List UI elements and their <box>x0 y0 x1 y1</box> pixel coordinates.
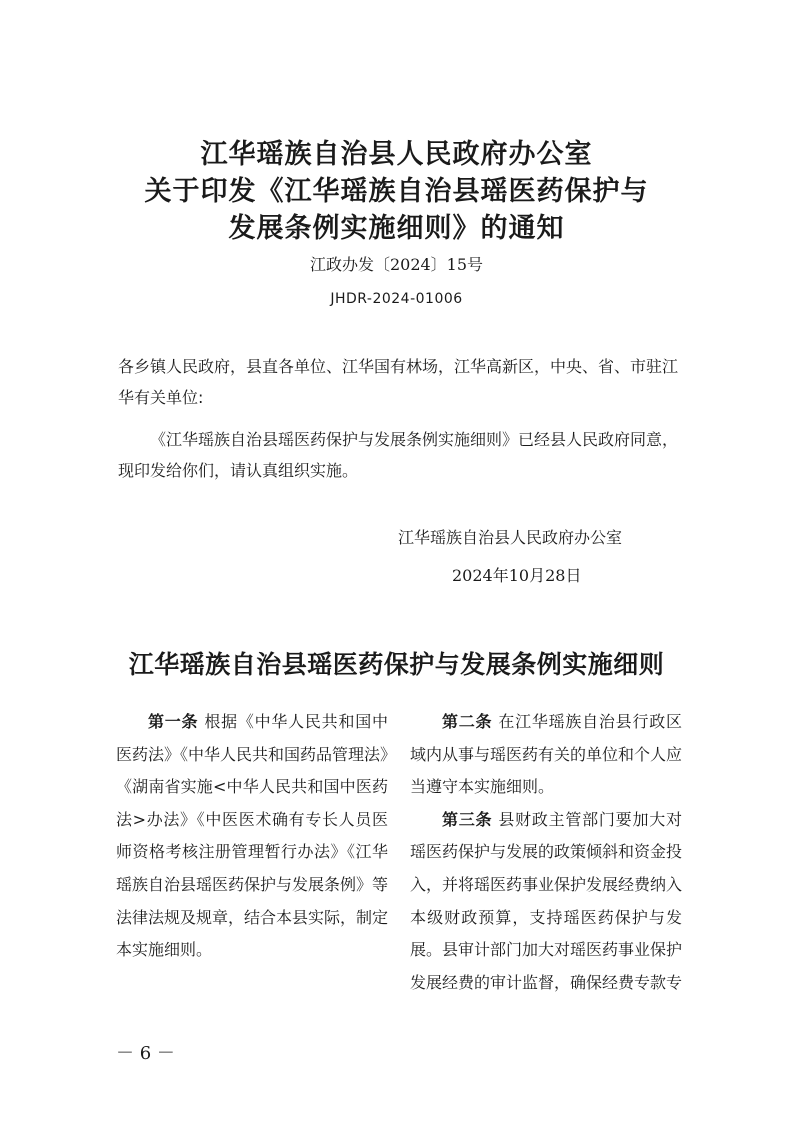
notice-body: 《江华瑶族自治县瑶医药保护与发展条例实施细则》已经县人民政府同意，现印发给你们，请认真组织实施。 <box>118 430 679 480</box>
title-line-1: 江华瑶族自治县人民政府办公室 <box>200 139 593 170</box>
title-line-2: 关于印发《江华瑶族自治县瑶医药保护与 <box>144 176 649 207</box>
article-3-label: 第三条 <box>442 809 493 829</box>
document-number: 江政办发〔2024〕15号 <box>309 255 484 274</box>
article-3-text: 县财政主管部门要加大对瑶医药保护与发展的政策倾斜和资金投入，并将瑶医药事业保护发展经费纳入本级财政预算，支持瑶医药保护与发展。县审计部门加大对瑶医药事业保护发展经费的审计监督，确保经费专款专 <box>410 809 683 992</box>
page-number: － 6 － <box>116 1043 175 1064</box>
article-3 <box>410 804 682 1000</box>
right-column <box>410 706 682 999</box>
article-1 <box>116 706 388 967</box>
notice-title <box>0 136 793 247</box>
title-line-3: 发展条例实施细则》的通知 <box>228 213 565 244</box>
left-column <box>116 706 388 967</box>
document-code: JHDR-2024-01006 <box>330 291 463 307</box>
recipients: 各乡镇人民政府，县直各单位、江华国有林场，江华高新区，中央、省、市驻江华有关单位: <box>118 357 679 407</box>
article-1-label: 第一条 <box>148 712 199 731</box>
article-2 <box>410 706 682 804</box>
article-2-text: 在江华瑶族自治县行政区域内从事与瑶医药有关的单位和个人应当遵守本实施细则。 <box>410 712 683 797</box>
article-2-label: 第二条 <box>442 712 493 731</box>
article-1-text: 根据《中华人民共和国中医药法》《中华人民共和国药品管理法》《湖南省实施<中华人民共和国中医药法>办法》《中医医术确有专长人员医师资格考核注册管理暂行办法》《江华瑶族自治县瑶医药保护与发展条例》等法律法规及规章，结合本县实际，制定本实施细则。 <box>116 712 389 960</box>
issue-date: 2024年10月28日 <box>452 566 582 585</box>
rules-title: 江华瑶族自治县瑶医药保护与发展条例实施细则 <box>128 650 665 679</box>
issuer-signature: 江华瑶族自治县人民政府办公室 <box>398 528 623 547</box>
